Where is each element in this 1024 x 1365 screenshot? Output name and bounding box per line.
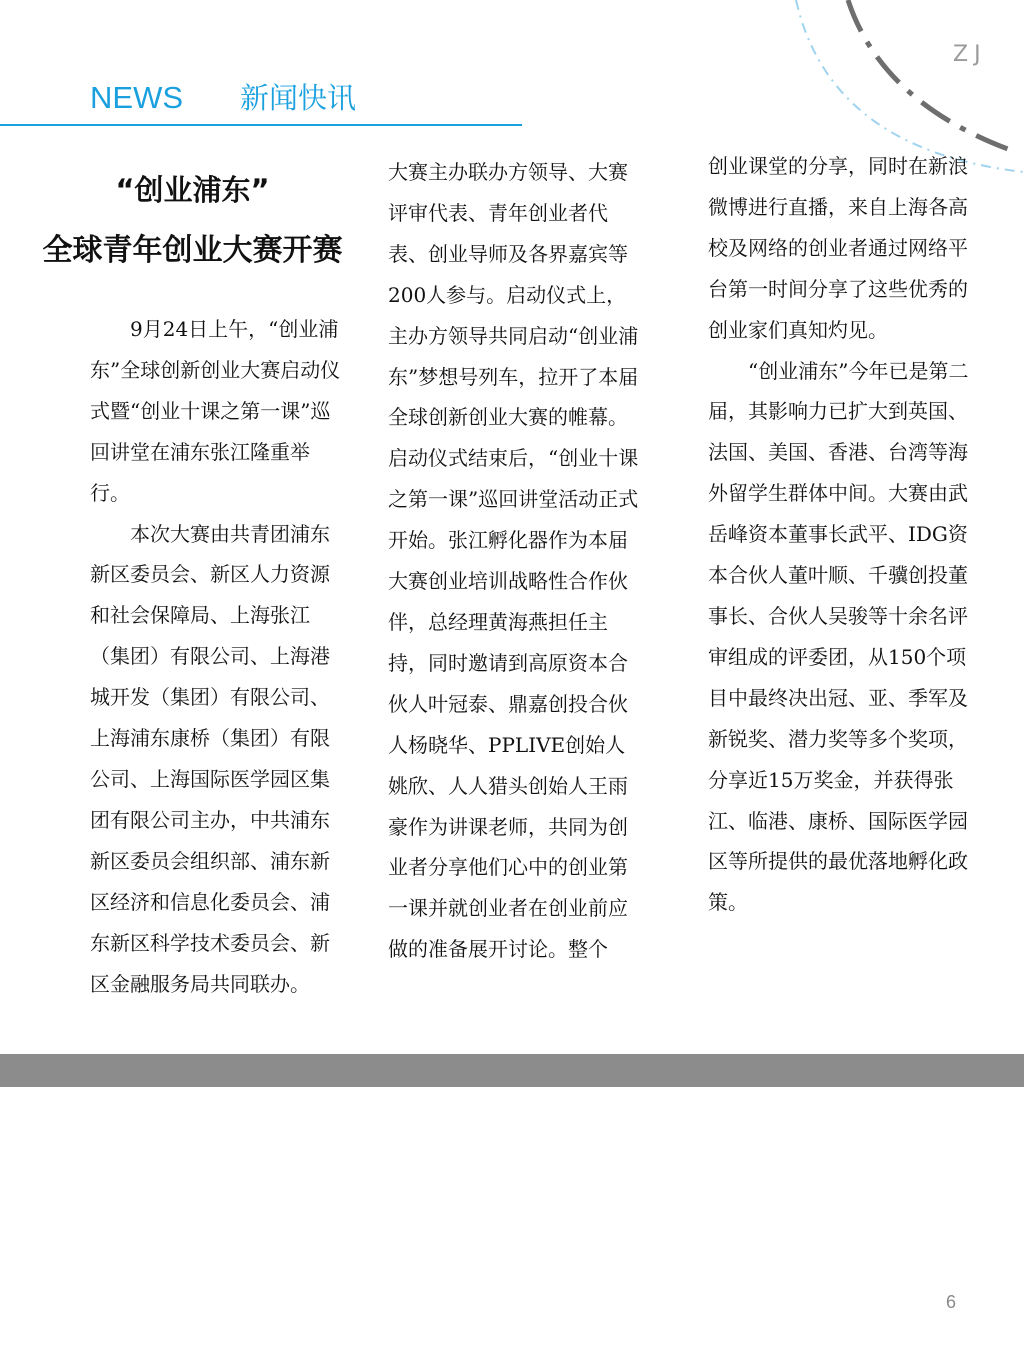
column3-paragraph-1: 创业课堂的分享，同时在新浪微博进行直播，来自上海各高校及网络的创业者通过网络平台第一时间分享了这些优秀的创业家们真知灼见。: [708, 154, 968, 342]
article-column-3: [708, 146, 970, 923]
article-title-line2: 全球青年创业大赛开赛: [42, 233, 343, 268]
article-title-line1: “创业浦东”: [115, 173, 270, 207]
page-number: 6: [946, 1292, 957, 1312]
article-column-2: [388, 152, 640, 970]
article-column-1: [90, 309, 342, 1004]
section-label-cn: 新闻快讯: [240, 81, 357, 115]
column1-paragraph-2: 本次大赛由共青团浦东新区委员会、新区人力资源和社会保障局、上海张江（集团）有限公司、上海港城开发（集团）有限公司、上海浦东康桥（集团）有限公司、上海国际医学园区集团有限公司主办，中共浦东新区委员会组织部、浦东新区经济和信息化委员会、浦东新区科学技术委员会、新区金融服务局共同联办。: [90, 521, 330, 996]
footer-band: [0, 1054, 1024, 1087]
corner-mark: ZJ: [953, 42, 987, 67]
column2-paragraph-1: 大赛主办联办方领导、大赛评审代表、青年创业者代表、创业导师及各界嘉宾等200人参与。启动仪式上，主办方领导共同启动“创业浦东”梦想号列车，拉开了本届全球创新创业大赛的帷幕。启动仪式结束后，“创业十课之第一课”巡回讲堂活动正式开始。张江孵化器作为本届大赛创业培训战略性合作伙伴，总经理黄海燕担任主持，同时邀请到高原资本合伙人叶冠泰、鼎嘉创投合伙人杨晓华、PPLIVE创始人姚欣、人人猎头创始人王雨豪作为讲课老师，共同为创业者分享他们心中的创业第一课并就创业者在创业前应做的准备展开讨论。整个: [388, 160, 639, 962]
header-divider: [0, 124, 522, 126]
column1-paragraph-1: 9月24日上午，“创业浦东”全球创新创业大赛启动仪式暨“创业十课之第一课”巡回讲堂在浦东张江隆重举行。: [90, 317, 341, 505]
column3-paragraph-2: “创业浦东”今年已是第二届，其影响力已扩大到英国、法国、美国、香港、台湾等海外留学生群体中间。大赛由武岳峰资本董事长武平、IDG资本合伙人董叶顺、千骥创投董事长、合伙人吴骏等十余名评审组成的评委团，从150个项目中最终决出冠、亚、季军及新锐奖、潜力奖等多个奖项，分享近15万奖金，并获得张江、临港、康桥、国际医学园区等所提供的最优落地孵化政策。: [708, 358, 969, 915]
section-label-news: NEWS: [90, 80, 183, 115]
